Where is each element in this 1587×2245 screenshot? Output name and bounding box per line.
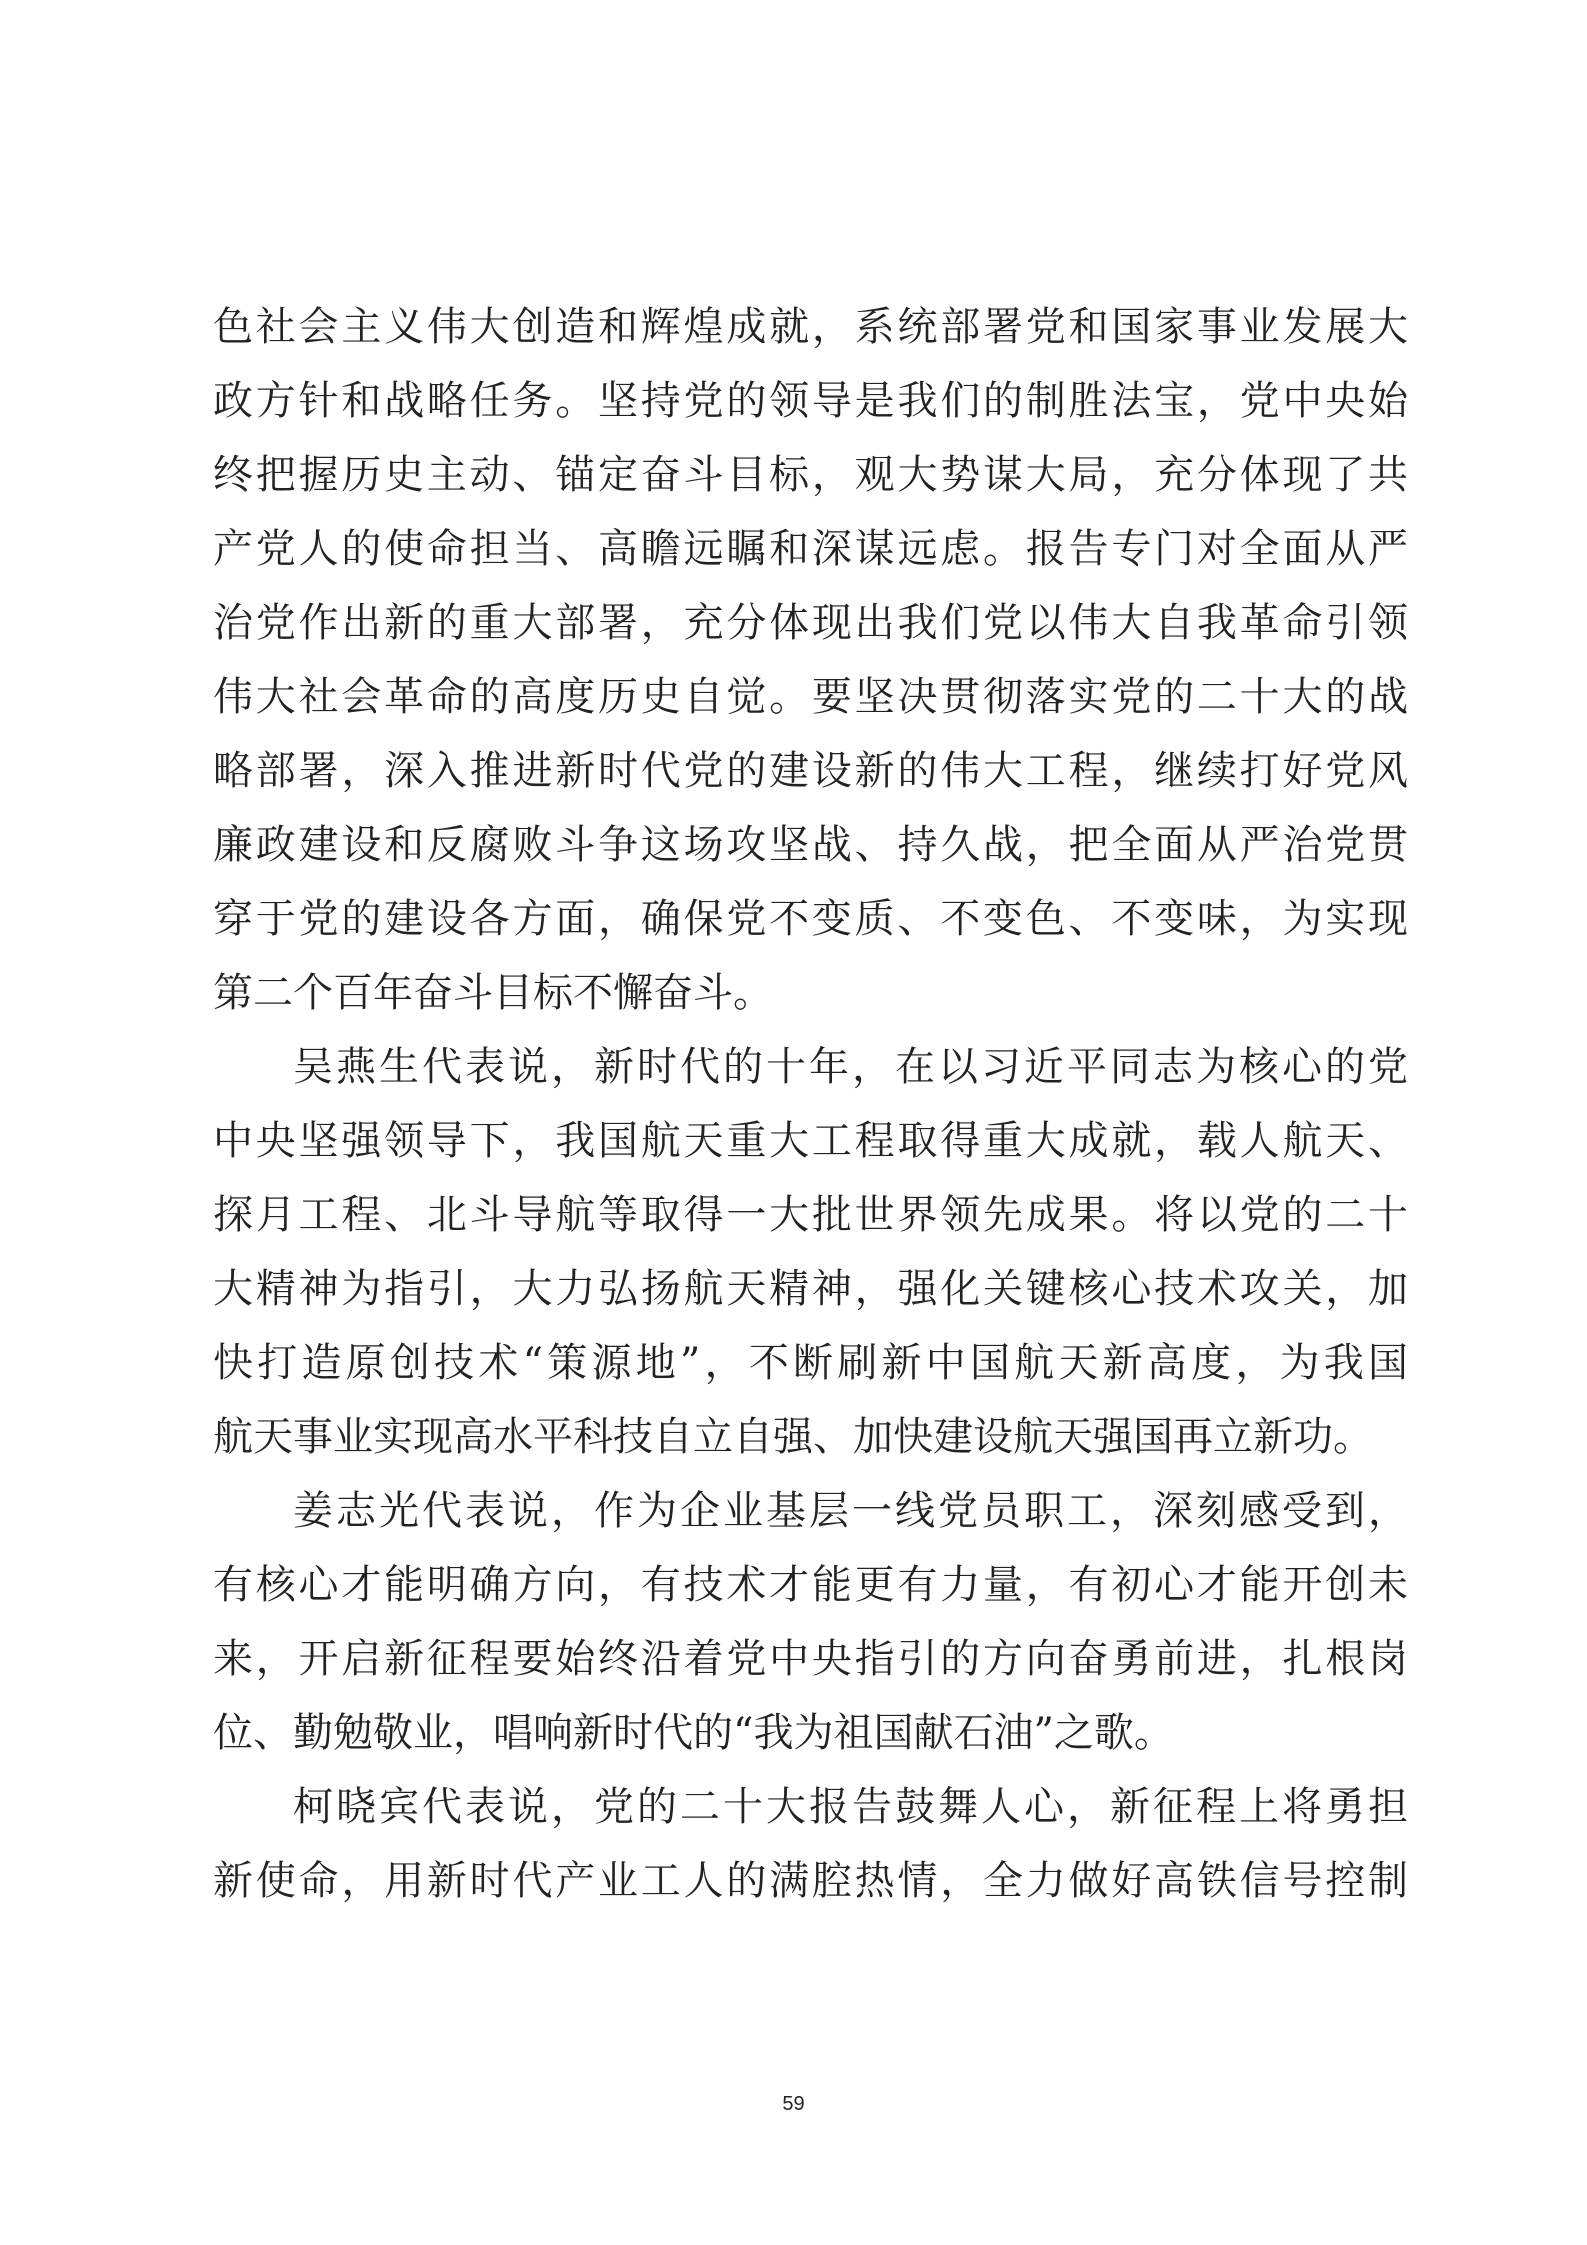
- text-line: 有核心才能明确方向，有技术才能更有力量，有初心才能开创未: [213, 1562, 1408, 1608]
- text-line: 航天事业实现高水平科技自立自强、加快建设航天强国再立新功。: [213, 1414, 1373, 1460]
- text-line: 来，开启新征程要始终沿着党中央指引的方向奋勇前进，扎根岗: [213, 1636, 1408, 1682]
- text-line: 柯晓宾代表说，党的二十大报告鼓舞人心，新征程上将勇担: [293, 1784, 1408, 1830]
- text-line: 中央坚强领导下，我国航天重大工程取得重大成就，载人航天、: [213, 1118, 1408, 1164]
- text-line: 新使命，用新时代产业工人的满腔热情，全力做好高铁信号控制: [213, 1858, 1408, 1904]
- text-line: 探月工程、北斗导航等取得一大批世界领先成果。将以党的二十: [213, 1192, 1408, 1238]
- text-line: 略部署，深入推进新时代党的建设新的伟大工程，继续打好党风: [213, 748, 1408, 794]
- text-line: 廉政建设和反腐败斗争这场攻坚战、持久战，把全面从严治党贯: [213, 822, 1408, 868]
- page-number: 59: [782, 2093, 805, 2115]
- paragraph: [213, 1030, 1408, 1474]
- text-line: 第二个百年奋斗目标不懈奋斗。: [213, 970, 773, 1016]
- paragraph: [213, 290, 1408, 1030]
- text-line: 吴燕生代表说，新时代的十年，在以习近平同志为核心的党: [293, 1044, 1408, 1090]
- body-text: [213, 290, 1408, 1918]
- text-line: 位、勤勉敬业，唱响新时代的“我为祖国献石油”之歌。: [213, 1710, 1174, 1756]
- text-line: 终把握历史主动、锚定奋斗目标，观大势谋大局，充分体现了共: [213, 452, 1408, 498]
- text-line: 伟大社会革命的高度历史自觉。要坚决贯彻落实党的二十大的战: [213, 674, 1408, 720]
- paragraph: [213, 1770, 1408, 1918]
- paragraph: [213, 1474, 1408, 1770]
- text-line: 快打造原创技术“策源地”，不断刷新中国航天新高度，为我国: [213, 1340, 1408, 1386]
- text-line: 产党人的使命担当、高瞻远瞩和深谋远虑。报告专门对全面从严: [213, 526, 1408, 572]
- text-line: 政方针和战略任务。坚持党的领导是我们的制胜法宝，党中央始: [213, 378, 1408, 424]
- text-line: 色社会主义伟大创造和辉煌成就，系统部署党和国家事业发展大: [213, 304, 1408, 350]
- text-line: 姜志光代表说，作为企业基层一线党员职工，深刻感受到，: [293, 1488, 1408, 1534]
- text-line: 治党作出新的重大部署，充分体现出我们党以伟大自我革命引领: [213, 600, 1408, 646]
- text-line: 大精神为指引，大力弘扬航天精神，强化关键核心技术攻关，加: [213, 1266, 1408, 1312]
- text-line: 穿于党的建设各方面，确保党不变质、不变色、不变味，为实现: [213, 896, 1408, 942]
